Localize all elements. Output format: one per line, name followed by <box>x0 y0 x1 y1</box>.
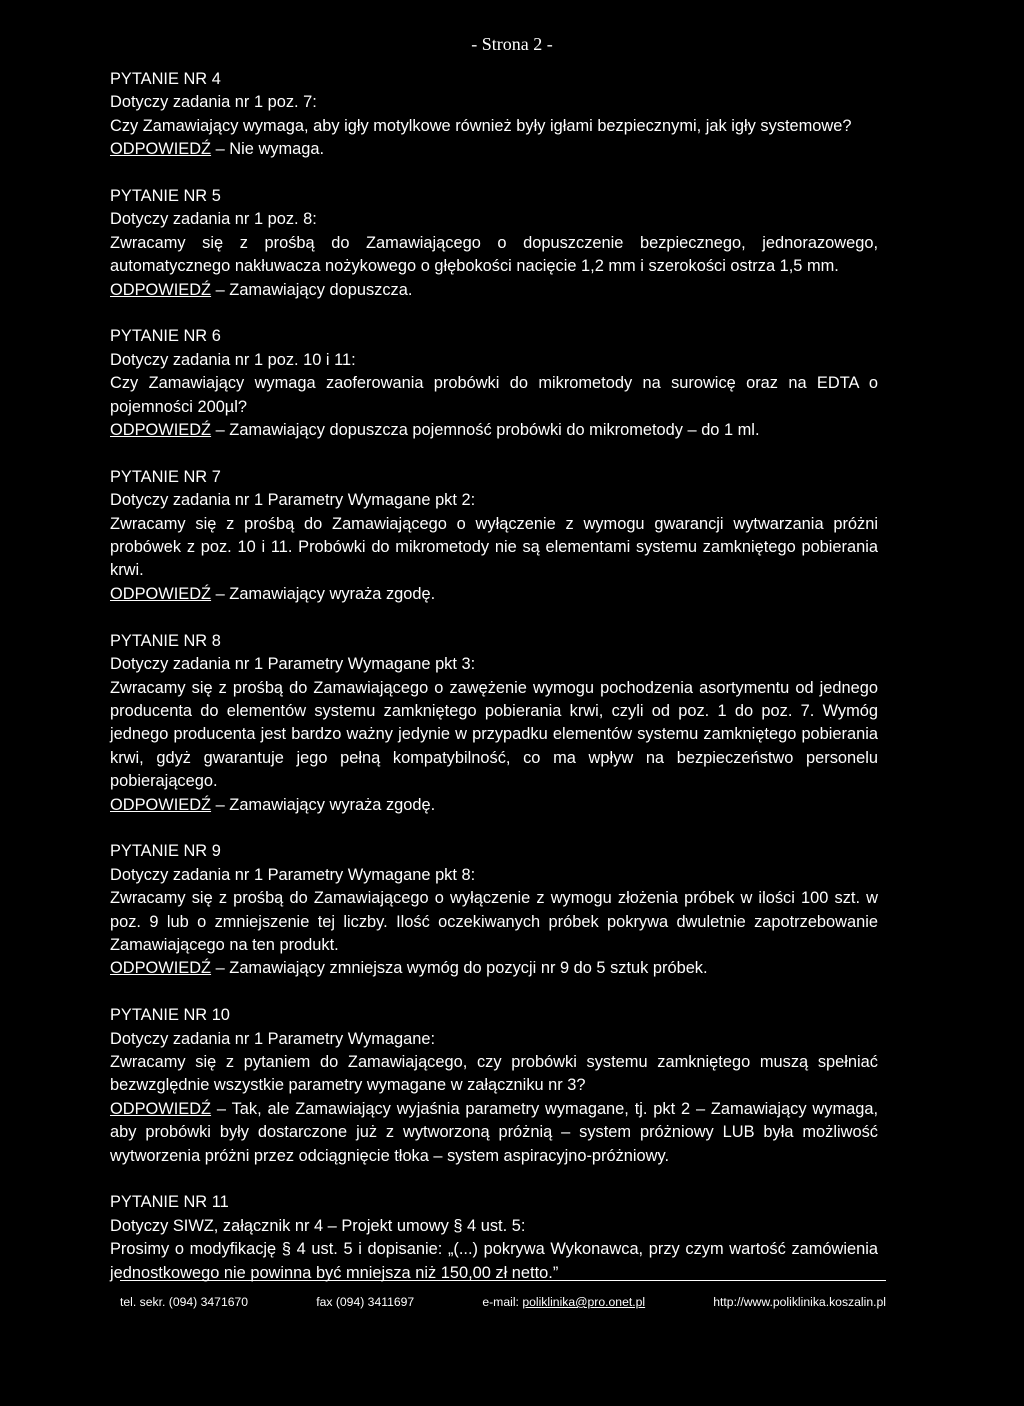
question-reference: Dotyczy zadania nr 1 Parametry Wymagane pkt 8: <box>110 865 476 884</box>
question-heading: PYTANIE NR 6 <box>110 327 221 346</box>
answer-label: ODPOWIEDŹ <box>110 421 212 440</box>
answer <box>110 279 878 302</box>
answer-text: – Zamawiający dopuszcza. <box>211 280 413 299</box>
question-text: Zwracamy się z prośbą do Zamawiającego o zawężenie wymogu pochodzenia asortymentu od jednego producenta do elementów systemu zamkniętego pobierania krwi, czyli od poz. 1 do poz. 7. Wymóg jednego producenta jest bardzo ważny jedynie w przypadku elementów systemu zamkniętego pobierania krwi, gdyż gwarantuje jego pełną kompatybilność, co ma wpływ na bezpieczeństwo personelu pobierającego. <box>110 678 878 791</box>
question-heading: PYTANIE NR 8 <box>110 631 221 650</box>
document-body <box>110 68 878 1308</box>
question-reference: Dotyczy SIWZ, załącznik nr 4 – Projekt umowy § 4 ust. 5: <box>110 1216 526 1235</box>
question-heading: PYTANIE NR 4 <box>110 70 221 88</box>
question-text: Prosimy o modyfikację § 4 ust. 5 i dopisanie: „(...) pokrywa Wykonawca, przy czym wartość zamówienia jednostkowego nie powinna być mniejsza niż 150,00 zł netto.” <box>110 1240 878 1282</box>
question-heading: PYTANIE NR 9 <box>110 842 221 861</box>
question-text: Zwracamy się z pytaniem do Zamawiającego, czy probówki systemu zamkniętego muszą spełniać bezwzględnie wszystkie parametry wymagane w załączniku nr 3? <box>110 1052 878 1095</box>
footer <box>120 1294 886 1310</box>
question-section-9 <box>110 840 878 980</box>
answer-text: – Zamawiający wyraża zgodę. <box>211 584 436 603</box>
answer-text: – Zamawiający dopuszcza pojemność probówki do mikrometody – do 1 ml. <box>211 421 760 440</box>
footer-email <box>482 1294 645 1310</box>
question-reference: Dotyczy zadania nr 1 poz. 10 i 11: <box>110 350 356 369</box>
footer-email-link[interactable]: poliklinika@pro.onet.pl <box>522 1295 646 1309</box>
question-heading: PYTANIE NR 5 <box>110 187 221 206</box>
question-reference: Dotyczy zadania nr 1 poz. 8: <box>110 210 317 229</box>
question-text: Zwracamy się z prośbą do Zamawiającego o dopuszczenie bezpiecznego, jednorazowego, automatycznego nakłuwacza nożykowego o głębokości nacięcie 1,2 mm i szerokości ostrza 1,5 mm. <box>110 233 878 276</box>
question-section-6 <box>110 325 878 442</box>
footer-phone: tel. sekr. (094) 3471670 <box>120 1295 249 1309</box>
answer-text: – Zamawiający zmniejsza wymóg do pozycji nr 9 do 5 sztuk próbek. <box>211 959 708 978</box>
answer <box>110 1098 878 1168</box>
question-section-10 <box>110 1004 878 1168</box>
question-reference: Dotyczy zadania nr 1 Parametry Wymagane pkt 3: <box>110 655 476 674</box>
answer-label: ODPOWIEDŹ <box>110 280 212 299</box>
question-section-11 <box>110 1191 878 1285</box>
answer-text: – Tak, ale Zamawiający wyjaśnia parametry wymagane, tj. pkt 2 – Zamawiający wymaga, aby probówki były dostarczone już z wytworzoną próżnią – system próżniowy LUB była możliwość wytworzenia próżni przez odciągnięcie tłoka – system aspiracyjno-próżniowy. <box>110 1099 878 1165</box>
answer <box>110 138 878 161</box>
answer-text: – Nie wymaga. <box>211 140 325 159</box>
question-text: Czy Zamawiający wymaga, aby igły motylkowe również były igłami bezpiecznymi, jak igły systemowe? <box>110 116 852 135</box>
answer-text: – Zamawiający wyraża zgodę. <box>211 795 436 814</box>
answer-label: ODPOWIEDŹ <box>110 795 212 814</box>
question-section-7 <box>110 466 878 606</box>
question-section-4 <box>110 68 878 162</box>
question-heading: PYTANIE NR 11 <box>110 1193 229 1212</box>
question-text: Czy Zamawiający wymaga zaoferowania probówki do mikrometody na surowicę oraz na EDTA o pojemności 200µl? <box>110 374 878 416</box>
answer <box>110 794 878 817</box>
footer-divider <box>120 1280 886 1281</box>
question-section-8 <box>110 630 878 817</box>
answer-label: ODPOWIEDŹ <box>110 584 212 603</box>
answer <box>110 419 878 442</box>
question-text: Zwracamy się z prośbą do Zamawiającego o wyłączenie z wymogu złożenia próbek w ilości 100 szt. w poz. 9 lub o zmniejszenie tej liczby. Ilość oczekiwanych próbek pokrywa dwuletnie zapotrzebowanie Zamawiającego na ten produkt. <box>110 889 878 954</box>
question-text: Zwracamy się z prośbą do Zamawiającego o wyłączenie z wymogu gwarancji wytwarzania próżni probówek z poz. 10 i 11. Probówki do mikrometody nie są elementami systemu zamkniętego pobierania krwi. <box>110 514 878 580</box>
footer-fax: fax (094) 3411697 <box>316 1295 415 1309</box>
footer-email-prefix: e-mail: <box>482 1295 523 1309</box>
question-heading: PYTANIE NR 10 <box>110 1006 230 1025</box>
question-heading: PYTANIE NR 7 <box>110 467 221 486</box>
answer-label: ODPOWIEDŹ <box>110 140 212 159</box>
question-reference: Dotyczy zadania nr 1 poz. 7: <box>110 93 317 112</box>
question-reference: Dotyczy zadania nr 1 Parametry Wymagane: <box>110 1029 436 1048</box>
answer-label: ODPOWIEDŹ <box>110 959 212 978</box>
question-section-5 <box>110 185 878 302</box>
answer <box>110 957 878 980</box>
question-reference: Dotyczy zadania nr 1 Parametry Wymagane pkt 2: <box>110 491 476 510</box>
footer-website[interactable]: http://www.poliklinika.koszalin.pl <box>713 1295 886 1309</box>
answer-label: ODPOWIEDŹ <box>110 1099 212 1118</box>
answer <box>110 583 878 606</box>
page-number: - Strona 2 - <box>471 34 553 54</box>
